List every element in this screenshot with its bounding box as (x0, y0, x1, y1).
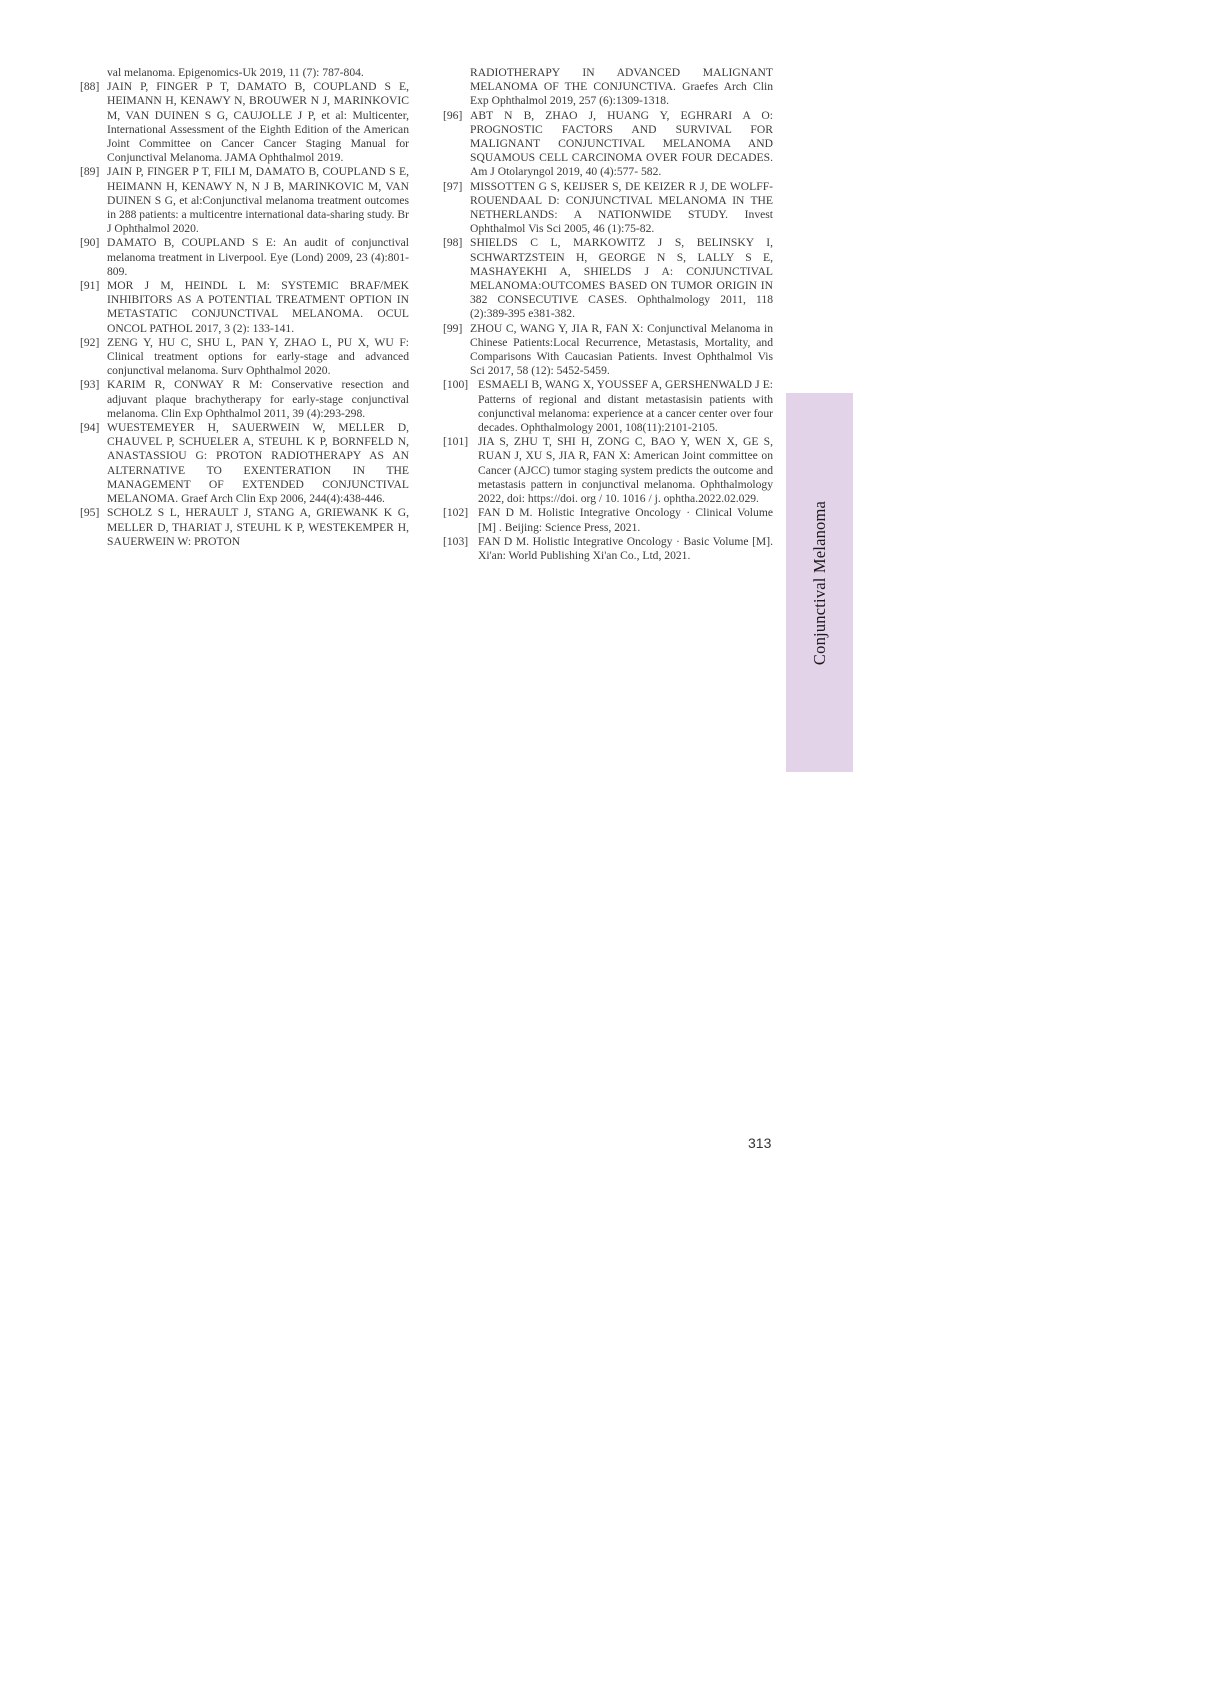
reference-number: [98] (443, 236, 463, 250)
reference-95 (80, 506, 409, 549)
reference-text: DAMATO B, COUPLAND S E: An audit of conjunctival melanoma treatment in Liverpool. Eye (Lond) 2009, 23 (4):801-809. (107, 236, 409, 278)
reference-number: [101] (443, 435, 469, 449)
reference-number: [92] (80, 335, 100, 349)
reference-number: [96] (443, 108, 463, 122)
reference-text: ZHOU C, WANG Y, JIA R, FAN X: Conjunctival Melanoma in Chinese Patients:Local Recurrence, Metastasis, Mortality, and Comparisons With Caucasian Patients. Invest Ophthalmol Vis Sci 2017, 58 (12): 5452-5459. (470, 321, 773, 378)
reference-number: [93] (80, 378, 100, 392)
reference-text: JIA S, ZHU T, SHI H, ZONG C, BAO Y, WEN X, GE S, RUAN J, XU S, JIA R, FAN X: American Joint committee on Cancer (AJCC) tumor staging system predicts the outcome and metastasis pattern in conjunctival melanoma. Ophthalmology 2022, doi: https://doi. org / 10. 1016 / j. ophtha.2022.02.029. (478, 435, 773, 506)
reference-number: [99] (443, 321, 463, 335)
reference-number: [94] (80, 421, 100, 435)
reference-number: [88] (80, 80, 100, 94)
reference-94 (80, 421, 409, 506)
references-right-column (443, 66, 773, 563)
reference-continuation: val melanoma. Epigenomics-Uk 2019, 11 (7): 787-804. (107, 66, 364, 79)
reference-103 (443, 535, 773, 563)
reference-92 (80, 336, 409, 379)
reference-100 (443, 378, 773, 435)
reference-number: [97] (443, 179, 463, 193)
page-number: 313 (748, 1135, 772, 1151)
reference-96 (443, 109, 773, 180)
reference-continuation: RADIOTHERAPY IN ADVANCED MALIGNANT MELANOMA OF THE CONJUNCTIVA. Graefes Arch Clin Exp Ophthalmol 2019, 257 (6):1309-1318. (470, 66, 773, 108)
reference-text: MISSOTTEN G S, KEIJSER S, DE KEIZER R J, DE WOLFF-ROUENDAAL D: CONJUNCTIVAL MELANOMA IN THE NETHERLANDS: A NATIONWIDE STUDY. Invest Ophthalmol Vis Sci 2005, 46 (1):75-82. (470, 179, 773, 236)
reference-text: FAN D M. Holistic Integrative Oncology · Clinical Volume [M] . Beijing: Science Press, 2021. (478, 506, 773, 534)
reference-text: FAN D M. Holistic Integrative Oncology · Basic Volume [M]. Xi'an: World Publishing Xi'an Co., Ltd, 2021. (478, 534, 773, 562)
reference-88 (80, 80, 409, 165)
reference-number: [103] (443, 534, 469, 548)
reference-number: [90] (80, 236, 100, 250)
reference-number: [102] (443, 506, 469, 520)
reference-number: [100] (443, 378, 469, 392)
chapter-side-tab (786, 393, 853, 772)
reference-number: [89] (80, 165, 100, 179)
reference-102 (443, 506, 773, 534)
reference-text: JAIN P, FINGER P T, DAMATO B, COUPLAND S E, HEIMANN H, KENAWY N, BROUWER N J, MARINKOVIC M, VAN DUINEN S G, CAUJOLLE J P, et al: Multicenter, International Assessment of the Eighth Edition of the American Joint Committee on Cancer Cancer Staging Manual for Conjunctival Melanoma. JAMA Ophthalmol 2019. (107, 80, 409, 165)
reference-text: WUESTEMEYER H, SAUERWEIN W, MELLER D, CHAUVEL P, SCHUELER A, STEUHL K P, BORNFELD N, ANASTASSIOU G: PROTON RADIOTHERAPY AS AN ALTERNATIVE TO EXENTERATION IN THE MANAGEMENT OF EXTENDED CONJUNCTIVAL MELANOMA. Graef Arch Clin Exp 2006, 244(4):438-446. (107, 421, 409, 506)
reference-91 (80, 279, 409, 336)
references-left-column (80, 66, 409, 549)
reference-93 (80, 378, 409, 421)
chapter-side-label: Conjunctival Melanoma (809, 500, 829, 665)
reference-text: ZENG Y, HU C, SHU L, PAN Y, ZHAO L, PU X, WU F: Clinical treatment options for early-stage and advanced conjunctival melanoma. Surv Ophthalmol 2020. (107, 335, 409, 378)
reference-number: [95] (80, 506, 100, 520)
reference-text: ABT N B, ZHAO J, HUANG Y, EGHRARI A O: PROGNOSTIC FACTORS AND SURVIVAL FOR MALIGNANT CONJUNCTIVAL MELANOMA AND SQUAMOUS CELL CARCINOMA OVER FOUR DECADES. Am J Otolaryngol 2019, 40 (4):577- 582. (470, 108, 773, 179)
reference-text: KARIM R, CONWAY R M: Conservative resection and adjuvant plaque brachytherapy for early-stage conjunctival melanoma. Clin Exp Ophthalmol 2011, 39 (4):293-298. (107, 378, 409, 420)
reference-101 (443, 435, 773, 506)
reference-98 (443, 236, 773, 321)
reference-number: [91] (80, 279, 100, 293)
reference-90 (80, 236, 409, 279)
reference-text: JAIN P, FINGER P T, FILI M, DAMATO B, COUPLAND S E, HEIMANN H, KENAWY N, N J B, MARINKOVIC M, VAN DUINEN S G, et al:Conjunctival melanoma treatment outcomes in 288 patients: a multicentre international data-sharing study. Br J Ophthalmol 2020. (107, 165, 409, 236)
reference-text: MOR J M, HEINDL L M: SYSTEMIC BRAF/MEK INHIBITORS AS A POTENTIAL TREATMENT OPTION IN METASTATIC CONJUNCTIVAL MELANOMA. OCUL ONCOL PATHOL 2017, 3 (2): 133-141. (107, 279, 409, 335)
reference-text: SCHOLZ S L, HERAULT J, STANG A, GRIEWANK K G, MELLER D, THARIAT J, STEUHL K P, WESTEKEMPER H, SAUERWEIN W: PROTON (107, 506, 409, 548)
reference-89 (80, 165, 409, 236)
reference-97 (443, 180, 773, 237)
reference-99 (443, 322, 773, 379)
reference-text: SHIELDS C L, MARKOWITZ J S, BELINSKY I, SCHWARTZSTEIN H, GEORGE N S, LALLY S E, MASHAYEKHI A, SHIELDS J A: CONJUNCTIVAL MELANOMA:OUTCOMES BASED ON TUMOR ORIGIN IN 382 CONSECUTIVE CASES. Ophthalmology 2011, 118 (2):389-395 e381-382. (470, 236, 773, 321)
reference-text: ESMAELI B, WANG X, YOUSSEF A, GERSHENWALD J E: Patterns of regional and distant metastasisin patients with conjunctival melanoma: experience at a cancer center over four decades. Ophthalmology 2001, 108(11):2101-2105. (478, 378, 773, 435)
